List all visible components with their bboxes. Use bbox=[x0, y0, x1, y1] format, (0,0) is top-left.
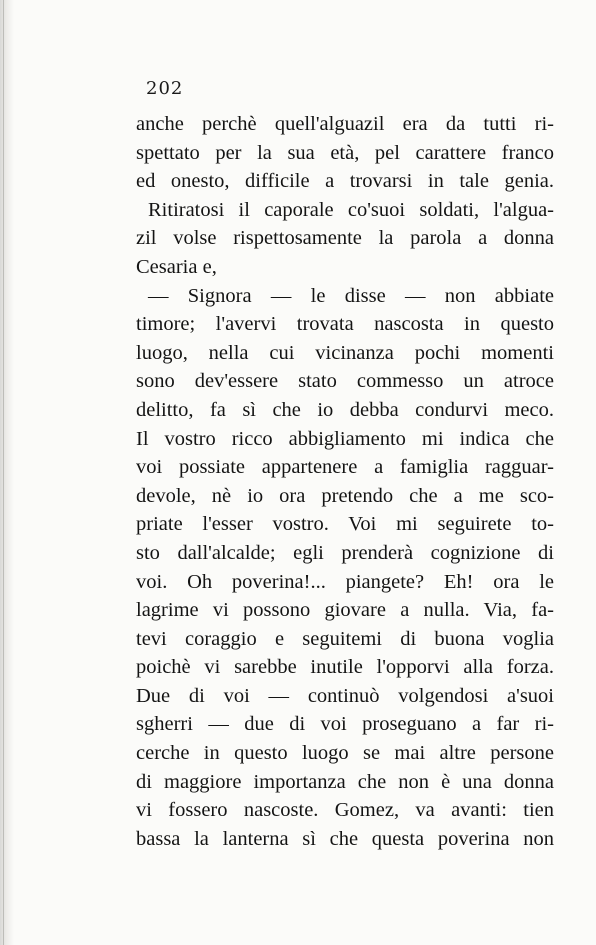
text-line: sgherri — due di voi proseguano a far ri- bbox=[136, 713, 554, 736]
text-line: di maggiore importanza che non è una donna bbox=[136, 770, 554, 793]
page-number: 202 bbox=[146, 78, 184, 99]
text-line: cerche in questo luogo se mai altre persone bbox=[136, 742, 554, 765]
text-line: luogo, nella cui vicinanza pochi momenti bbox=[136, 341, 554, 364]
text-line: voi. Oh poverina!... piangete? Eh! ora le bbox=[136, 570, 554, 593]
text-line: — Signora — le disse — non abbiate bbox=[148, 284, 554, 307]
text-line: Due di voi — continuò volgendosi a'suoi bbox=[136, 684, 554, 707]
text-line: lagrime vi possono giovare a nulla. Via, fa- bbox=[136, 599, 554, 622]
binding-edge bbox=[3, 0, 4, 945]
text-line: voi possiate appartenere a famiglia ragguar- bbox=[136, 456, 554, 479]
text-line: vi fossero nascoste. Gomez, va avanti: tien bbox=[136, 799, 554, 822]
text-line: devole, nè io ora pretendo che a me sco- bbox=[136, 484, 554, 507]
text-line: ed onesto, difficile a trovarsi in tale genia. bbox=[136, 170, 554, 193]
text-line: timore; l'avervi trovata nascosta in questo bbox=[136, 313, 554, 336]
text-line: spettato per la sua età, pel carattere franco bbox=[136, 141, 554, 164]
text-line: delitto, fa sì che io debba condurvi meco. bbox=[136, 398, 554, 421]
text-line: bassa la lanterna sì che questa poverina non bbox=[136, 827, 554, 850]
text-line: Cesaria e, bbox=[136, 255, 217, 278]
text-line: anche perchè quell'alguazil era da tutti ri- bbox=[136, 113, 554, 135]
text-line: tevi coraggio e seguitemi di buona voglia bbox=[136, 627, 554, 650]
text-line: priate l'esser vostro. Voi mi seguirete to- bbox=[136, 513, 554, 536]
text-line: Ritiratosi il caporale co'suoi soldati, l'algua- bbox=[148, 198, 554, 221]
text-line: zil volse rispettosamente la parola a donna bbox=[136, 227, 554, 250]
text-line: Il vostro ricco abbigliamento mi indica che bbox=[136, 427, 554, 450]
text-line: sono dev'essere stato commesso un atroce bbox=[136, 370, 554, 393]
text-line: poichè vi sarebbe inutile l'opporvi alla forza. bbox=[136, 656, 554, 679]
text-line: sto dall'alcalde; egli prenderà cognizione di bbox=[136, 541, 554, 564]
body-text bbox=[136, 110, 554, 853]
